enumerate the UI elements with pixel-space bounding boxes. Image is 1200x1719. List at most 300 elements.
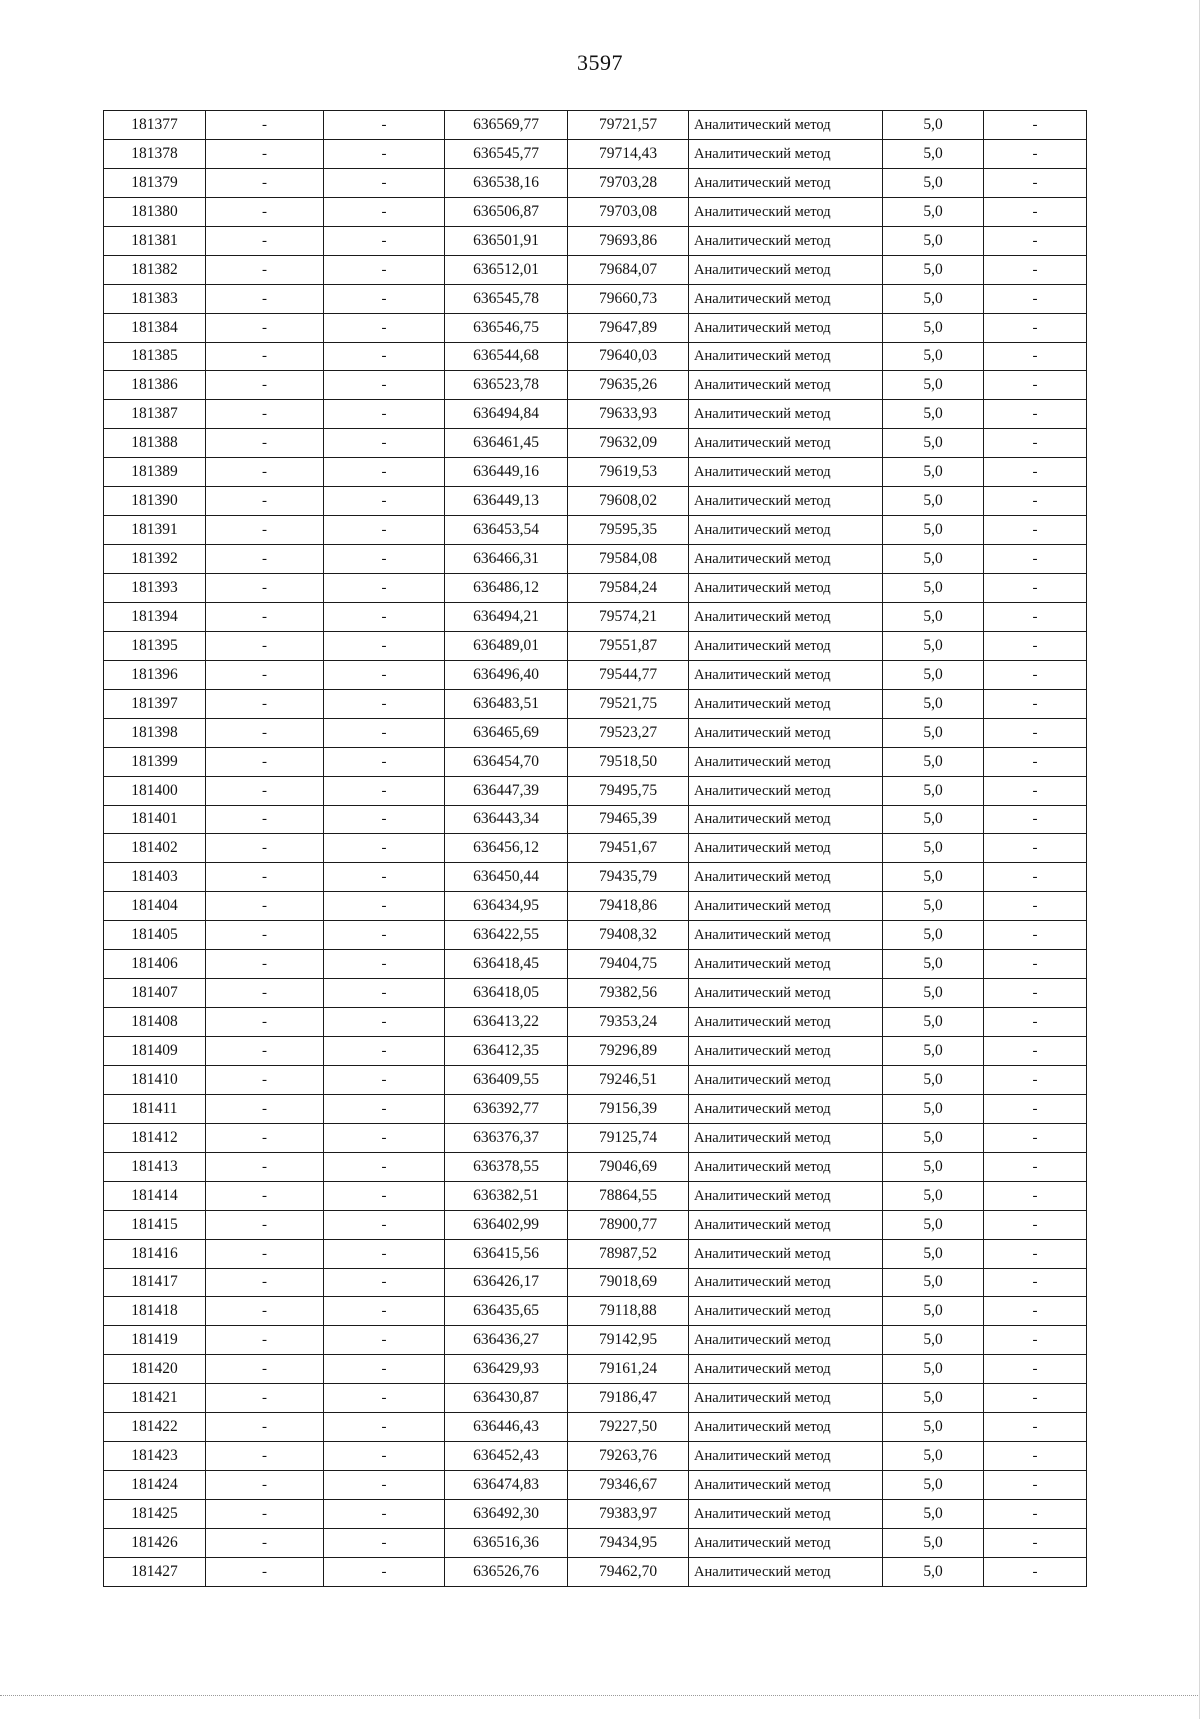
x-coordinate-cell: 636516,36 <box>445 1528 568 1557</box>
dash-cell-b: - <box>324 1210 445 1239</box>
dash-cell-b: - <box>324 950 445 979</box>
point-number-cell: 181406 <box>104 950 206 979</box>
dash-cell-b: - <box>324 1413 445 1442</box>
dash-cell-c: - <box>984 805 1087 834</box>
accuracy-cell: 5,0 <box>883 371 984 400</box>
dash-cell-a: - <box>206 1037 324 1066</box>
point-number-cell: 181377 <box>104 111 206 140</box>
y-coordinate-cell: 79595,35 <box>568 516 689 545</box>
dash-cell-b: - <box>324 1008 445 1037</box>
x-coordinate-cell: 636465,69 <box>445 718 568 747</box>
point-number-cell: 181407 <box>104 979 206 1008</box>
point-number-cell: 181414 <box>104 1181 206 1210</box>
accuracy-cell: 5,0 <box>883 776 984 805</box>
method-cell: Аналитический метод <box>689 950 883 979</box>
dash-cell-c: - <box>984 892 1087 921</box>
y-coordinate-cell: 79156,39 <box>568 1094 689 1123</box>
accuracy-cell: 5,0 <box>883 1094 984 1123</box>
point-number-cell: 181391 <box>104 516 206 545</box>
accuracy-cell: 5,0 <box>883 487 984 516</box>
dash-cell-a: - <box>206 1065 324 1094</box>
method-cell: Аналитический метод <box>689 197 883 226</box>
y-coordinate-cell: 79353,24 <box>568 1008 689 1037</box>
dash-cell-b: - <box>324 1471 445 1500</box>
table-row <box>104 255 1087 284</box>
dash-cell-b: - <box>324 226 445 255</box>
x-coordinate-cell: 636494,84 <box>445 400 568 429</box>
dash-cell-c: - <box>984 1037 1087 1066</box>
x-coordinate-cell: 636430,87 <box>445 1384 568 1413</box>
table-row <box>104 1355 1087 1384</box>
table-row <box>104 1152 1087 1181</box>
x-coordinate-cell: 636452,43 <box>445 1442 568 1471</box>
y-coordinate-cell: 79584,08 <box>568 545 689 574</box>
dash-cell-c: - <box>984 429 1087 458</box>
accuracy-cell: 5,0 <box>883 1210 984 1239</box>
accuracy-cell: 5,0 <box>883 139 984 168</box>
accuracy-cell: 5,0 <box>883 1152 984 1181</box>
point-number-cell: 181415 <box>104 1210 206 1239</box>
dash-cell-a: - <box>206 1152 324 1181</box>
y-coordinate-cell: 79703,28 <box>568 168 689 197</box>
x-coordinate-cell: 636538,16 <box>445 168 568 197</box>
coordinates-table <box>103 110 1087 1587</box>
point-number-cell: 181385 <box>104 342 206 371</box>
dash-cell-b: - <box>324 776 445 805</box>
table-row <box>104 1268 1087 1297</box>
method-cell: Аналитический метод <box>689 139 883 168</box>
dash-cell-c: - <box>984 631 1087 660</box>
table-row <box>104 1065 1087 1094</box>
dash-cell-a: - <box>206 400 324 429</box>
x-coordinate-cell: 636496,40 <box>445 660 568 689</box>
point-number-cell: 181423 <box>104 1442 206 1471</box>
y-coordinate-cell: 79346,67 <box>568 1471 689 1500</box>
method-cell: Аналитический метод <box>689 747 883 776</box>
dash-cell-c: - <box>984 1123 1087 1152</box>
accuracy-cell: 5,0 <box>883 111 984 140</box>
dash-cell-c: - <box>984 1500 1087 1529</box>
x-coordinate-cell: 636486,12 <box>445 574 568 603</box>
point-number-cell: 181417 <box>104 1268 206 1297</box>
method-cell: Аналитический метод <box>689 834 883 863</box>
y-coordinate-cell: 79635,26 <box>568 371 689 400</box>
dash-cell-a: - <box>206 1471 324 1500</box>
x-coordinate-cell: 636456,12 <box>445 834 568 863</box>
dash-cell-b: - <box>324 1239 445 1268</box>
y-coordinate-cell: 79714,43 <box>568 139 689 168</box>
accuracy-cell: 5,0 <box>883 1355 984 1384</box>
accuracy-cell: 5,0 <box>883 1123 984 1152</box>
accuracy-cell: 5,0 <box>883 1065 984 1094</box>
point-number-cell: 181383 <box>104 284 206 313</box>
x-coordinate-cell: 636454,70 <box>445 747 568 776</box>
x-coordinate-cell: 636449,16 <box>445 458 568 487</box>
accuracy-cell: 5,0 <box>883 950 984 979</box>
method-cell: Аналитический метод <box>689 1065 883 1094</box>
table-row <box>104 545 1087 574</box>
y-coordinate-cell: 79633,93 <box>568 400 689 429</box>
x-coordinate-cell: 636545,77 <box>445 139 568 168</box>
y-coordinate-cell: 79296,89 <box>568 1037 689 1066</box>
point-number-cell: 181403 <box>104 863 206 892</box>
y-coordinate-cell: 79118,88 <box>568 1297 689 1326</box>
dash-cell-c: - <box>984 1557 1087 1586</box>
dash-cell-b: - <box>324 1268 445 1297</box>
x-coordinate-cell: 636466,31 <box>445 545 568 574</box>
point-number-cell: 181422 <box>104 1413 206 1442</box>
dash-cell-c: - <box>984 284 1087 313</box>
accuracy-cell: 5,0 <box>883 1326 984 1355</box>
dash-cell-b: - <box>324 863 445 892</box>
table-row <box>104 1094 1087 1123</box>
dash-cell-a: - <box>206 139 324 168</box>
method-cell: Аналитический метод <box>689 458 883 487</box>
y-coordinate-cell: 79647,89 <box>568 313 689 342</box>
method-cell: Аналитический метод <box>689 689 883 718</box>
dash-cell-a: - <box>206 631 324 660</box>
y-coordinate-cell: 79434,95 <box>568 1528 689 1557</box>
method-cell: Аналитический метод <box>689 1413 883 1442</box>
dash-cell-c: - <box>984 1528 1087 1557</box>
dash-cell-b: - <box>324 1355 445 1384</box>
dash-cell-c: - <box>984 1471 1087 1500</box>
y-coordinate-cell: 78987,52 <box>568 1239 689 1268</box>
dash-cell-a: - <box>206 111 324 140</box>
dash-cell-c: - <box>984 660 1087 689</box>
dash-cell-a: - <box>206 574 324 603</box>
table-body <box>104 111 1087 1587</box>
x-coordinate-cell: 636402,99 <box>445 1210 568 1239</box>
y-coordinate-cell: 79383,97 <box>568 1500 689 1529</box>
x-coordinate-cell: 636474,83 <box>445 1471 568 1500</box>
accuracy-cell: 5,0 <box>883 516 984 545</box>
dash-cell-c: - <box>984 400 1087 429</box>
x-coordinate-cell: 636382,51 <box>445 1181 568 1210</box>
x-coordinate-cell: 636409,55 <box>445 1065 568 1094</box>
table-row <box>104 892 1087 921</box>
point-number-cell: 181404 <box>104 892 206 921</box>
dash-cell-b: - <box>324 834 445 863</box>
point-number-cell: 181419 <box>104 1326 206 1355</box>
method-cell: Аналитический метод <box>689 226 883 255</box>
method-cell: Аналитический метод <box>689 863 883 892</box>
method-cell: Аналитический метод <box>689 1181 883 1210</box>
point-number-cell: 181393 <box>104 574 206 603</box>
dash-cell-b: - <box>324 1037 445 1066</box>
table-row <box>104 1500 1087 1529</box>
dash-cell-c: - <box>984 979 1087 1008</box>
accuracy-cell: 5,0 <box>883 574 984 603</box>
dash-cell-b: - <box>324 1326 445 1355</box>
x-coordinate-cell: 636450,44 <box>445 863 568 892</box>
accuracy-cell: 5,0 <box>883 718 984 747</box>
table-row <box>104 487 1087 516</box>
dash-cell-a: - <box>206 371 324 400</box>
y-coordinate-cell: 79684,07 <box>568 255 689 284</box>
accuracy-cell: 5,0 <box>883 921 984 950</box>
table-row <box>104 660 1087 689</box>
method-cell: Аналитический метод <box>689 487 883 516</box>
y-coordinate-cell: 79382,56 <box>568 979 689 1008</box>
table-row <box>104 1297 1087 1326</box>
x-coordinate-cell: 636429,93 <box>445 1355 568 1384</box>
x-coordinate-cell: 636544,68 <box>445 342 568 371</box>
dash-cell-a: - <box>206 1500 324 1529</box>
point-number-cell: 181396 <box>104 660 206 689</box>
method-cell: Аналитический метод <box>689 602 883 631</box>
point-number-cell: 181402 <box>104 834 206 863</box>
dash-cell-c: - <box>984 1413 1087 1442</box>
accuracy-cell: 5,0 <box>883 545 984 574</box>
dash-cell-a: - <box>206 1239 324 1268</box>
scan-edge-line <box>0 1695 1200 1697</box>
table-row <box>104 226 1087 255</box>
method-cell: Аналитический метод <box>689 921 883 950</box>
table-row <box>104 1239 1087 1268</box>
dash-cell-b: - <box>324 400 445 429</box>
dash-cell-a: - <box>206 863 324 892</box>
y-coordinate-cell: 79418,86 <box>568 892 689 921</box>
x-coordinate-cell: 636434,95 <box>445 892 568 921</box>
dash-cell-b: - <box>324 487 445 516</box>
point-number-cell: 181405 <box>104 921 206 950</box>
point-number-cell: 181421 <box>104 1384 206 1413</box>
method-cell: Аналитический метод <box>689 1210 883 1239</box>
dash-cell-c: - <box>984 863 1087 892</box>
point-number-cell: 181392 <box>104 545 206 574</box>
point-number-cell: 181420 <box>104 1355 206 1384</box>
dash-cell-c: - <box>984 342 1087 371</box>
accuracy-cell: 5,0 <box>883 255 984 284</box>
y-coordinate-cell: 79660,73 <box>568 284 689 313</box>
dash-cell-a: - <box>206 487 324 516</box>
dash-cell-c: - <box>984 718 1087 747</box>
table-row <box>104 776 1087 805</box>
method-cell: Аналитический метод <box>689 1008 883 1037</box>
dash-cell-c: - <box>984 313 1087 342</box>
accuracy-cell: 5,0 <box>883 284 984 313</box>
y-coordinate-cell: 79703,08 <box>568 197 689 226</box>
dash-cell-a: - <box>206 458 324 487</box>
dash-cell-c: - <box>984 1210 1087 1239</box>
accuracy-cell: 5,0 <box>883 429 984 458</box>
dash-cell-c: - <box>984 1355 1087 1384</box>
dash-cell-c: - <box>984 371 1087 400</box>
dash-cell-c: - <box>984 1181 1087 1210</box>
dash-cell-a: - <box>206 1528 324 1557</box>
y-coordinate-cell: 79125,74 <box>568 1123 689 1152</box>
method-cell: Аналитический метод <box>689 574 883 603</box>
dash-cell-a: - <box>206 1297 324 1326</box>
y-coordinate-cell: 79574,21 <box>568 602 689 631</box>
page-number: 3597 <box>577 50 623 75</box>
table-row <box>104 284 1087 313</box>
table-row <box>104 834 1087 863</box>
x-coordinate-cell: 636443,34 <box>445 805 568 834</box>
y-coordinate-cell: 79608,02 <box>568 487 689 516</box>
dash-cell-a: - <box>206 342 324 371</box>
point-number-cell: 181384 <box>104 313 206 342</box>
dash-cell-a: - <box>206 1557 324 1586</box>
method-cell: Аналитический метод <box>689 371 883 400</box>
dash-cell-a: - <box>206 1123 324 1152</box>
table-row <box>104 863 1087 892</box>
point-number-cell: 181398 <box>104 718 206 747</box>
dash-cell-a: - <box>206 747 324 776</box>
x-coordinate-cell: 636492,30 <box>445 1500 568 1529</box>
method-cell: Аналитический метод <box>689 1326 883 1355</box>
method-cell: Аналитический метод <box>689 1500 883 1529</box>
dash-cell-b: - <box>324 1557 445 1586</box>
dash-cell-c: - <box>984 950 1087 979</box>
dash-cell-c: - <box>984 111 1087 140</box>
table-row <box>104 458 1087 487</box>
accuracy-cell: 5,0 <box>883 168 984 197</box>
dash-cell-b: - <box>324 689 445 718</box>
y-coordinate-cell: 79721,57 <box>568 111 689 140</box>
method-cell: Аналитический метод <box>689 1123 883 1152</box>
y-coordinate-cell: 79551,87 <box>568 631 689 660</box>
x-coordinate-cell: 636435,65 <box>445 1297 568 1326</box>
x-coordinate-cell: 636461,45 <box>445 429 568 458</box>
point-number-cell: 181380 <box>104 197 206 226</box>
point-number-cell: 181387 <box>104 400 206 429</box>
dash-cell-a: - <box>206 255 324 284</box>
table-row <box>104 1442 1087 1471</box>
dash-cell-a: - <box>206 950 324 979</box>
dash-cell-a: - <box>206 1384 324 1413</box>
table-row <box>104 371 1087 400</box>
method-cell: Аналитический метод <box>689 1152 883 1181</box>
method-cell: Аналитический метод <box>689 1094 883 1123</box>
dash-cell-b: - <box>324 111 445 140</box>
table-row <box>104 400 1087 429</box>
accuracy-cell: 5,0 <box>883 892 984 921</box>
dash-cell-c: - <box>984 602 1087 631</box>
table-row <box>104 516 1087 545</box>
method-cell: Аналитический метод <box>689 1528 883 1557</box>
x-coordinate-cell: 636378,55 <box>445 1152 568 1181</box>
y-coordinate-cell: 79518,50 <box>568 747 689 776</box>
dash-cell-c: - <box>984 1326 1087 1355</box>
dash-cell-b: - <box>324 371 445 400</box>
table-row <box>104 950 1087 979</box>
table-row <box>104 1123 1087 1152</box>
x-coordinate-cell: 636426,17 <box>445 1268 568 1297</box>
dash-cell-c: - <box>984 1384 1087 1413</box>
method-cell: Аналитический метод <box>689 111 883 140</box>
dash-cell-b: - <box>324 1181 445 1210</box>
x-coordinate-cell: 636489,01 <box>445 631 568 660</box>
method-cell: Аналитический метод <box>689 168 883 197</box>
method-cell: Аналитический метод <box>689 342 883 371</box>
y-coordinate-cell: 79227,50 <box>568 1413 689 1442</box>
method-cell: Аналитический метод <box>689 1557 883 1586</box>
accuracy-cell: 5,0 <box>883 197 984 226</box>
table-row <box>104 1471 1087 1500</box>
dash-cell-a: - <box>206 660 324 689</box>
dash-cell-a: - <box>206 689 324 718</box>
dash-cell-b: - <box>324 1528 445 1557</box>
dash-cell-c: - <box>984 689 1087 718</box>
y-coordinate-cell: 79142,95 <box>568 1326 689 1355</box>
y-coordinate-cell: 79640,03 <box>568 342 689 371</box>
point-number-cell: 181411 <box>104 1094 206 1123</box>
dash-cell-b: - <box>324 805 445 834</box>
point-number-cell: 181413 <box>104 1152 206 1181</box>
x-coordinate-cell: 636506,87 <box>445 197 568 226</box>
dash-cell-c: - <box>984 226 1087 255</box>
method-cell: Аналитический метод <box>689 1384 883 1413</box>
y-coordinate-cell: 79584,24 <box>568 574 689 603</box>
table-row <box>104 168 1087 197</box>
method-cell: Аналитический метод <box>689 979 883 1008</box>
method-cell: Аналитический метод <box>689 429 883 458</box>
dash-cell-b: - <box>324 1442 445 1471</box>
accuracy-cell: 5,0 <box>883 313 984 342</box>
dash-cell-a: - <box>206 226 324 255</box>
accuracy-cell: 5,0 <box>883 689 984 718</box>
accuracy-cell: 5,0 <box>883 342 984 371</box>
y-coordinate-cell: 79046,69 <box>568 1152 689 1181</box>
method-cell: Аналитический метод <box>689 1037 883 1066</box>
dash-cell-a: - <box>206 1355 324 1384</box>
x-coordinate-cell: 636512,01 <box>445 255 568 284</box>
dash-cell-a: - <box>206 1442 324 1471</box>
dash-cell-a: - <box>206 1326 324 1355</box>
dash-cell-a: - <box>206 776 324 805</box>
accuracy-cell: 5,0 <box>883 1500 984 1529</box>
method-cell: Аналитический метод <box>689 1297 883 1326</box>
table-row <box>104 631 1087 660</box>
accuracy-cell: 5,0 <box>883 660 984 689</box>
table-row <box>104 1037 1087 1066</box>
table-row <box>104 313 1087 342</box>
table-row <box>104 979 1087 1008</box>
dash-cell-a: - <box>206 1181 324 1210</box>
table-row <box>104 805 1087 834</box>
point-number-cell: 181410 <box>104 1065 206 1094</box>
dash-cell-c: - <box>984 921 1087 950</box>
dash-cell-a: - <box>206 1008 324 1037</box>
dash-cell-a: - <box>206 197 324 226</box>
dash-cell-b: - <box>324 429 445 458</box>
y-coordinate-cell: 78900,77 <box>568 1210 689 1239</box>
y-coordinate-cell: 79435,79 <box>568 863 689 892</box>
x-coordinate-cell: 636501,91 <box>445 226 568 255</box>
dash-cell-a: - <box>206 834 324 863</box>
x-coordinate-cell: 636483,51 <box>445 689 568 718</box>
accuracy-cell: 5,0 <box>883 863 984 892</box>
accuracy-cell: 5,0 <box>883 1297 984 1326</box>
accuracy-cell: 5,0 <box>883 979 984 1008</box>
dash-cell-c: - <box>984 747 1087 776</box>
point-number-cell: 181399 <box>104 747 206 776</box>
dash-cell-b: - <box>324 747 445 776</box>
point-number-cell: 181379 <box>104 168 206 197</box>
y-coordinate-cell: 79408,32 <box>568 921 689 950</box>
point-number-cell: 181412 <box>104 1123 206 1152</box>
table-row <box>104 1210 1087 1239</box>
dash-cell-b: - <box>324 718 445 747</box>
dash-cell-b: - <box>324 921 445 950</box>
point-number-cell: 181418 <box>104 1297 206 1326</box>
table-row <box>104 1557 1087 1586</box>
y-coordinate-cell: 79186,47 <box>568 1384 689 1413</box>
x-coordinate-cell: 636422,55 <box>445 921 568 950</box>
point-number-cell: 181378 <box>104 139 206 168</box>
